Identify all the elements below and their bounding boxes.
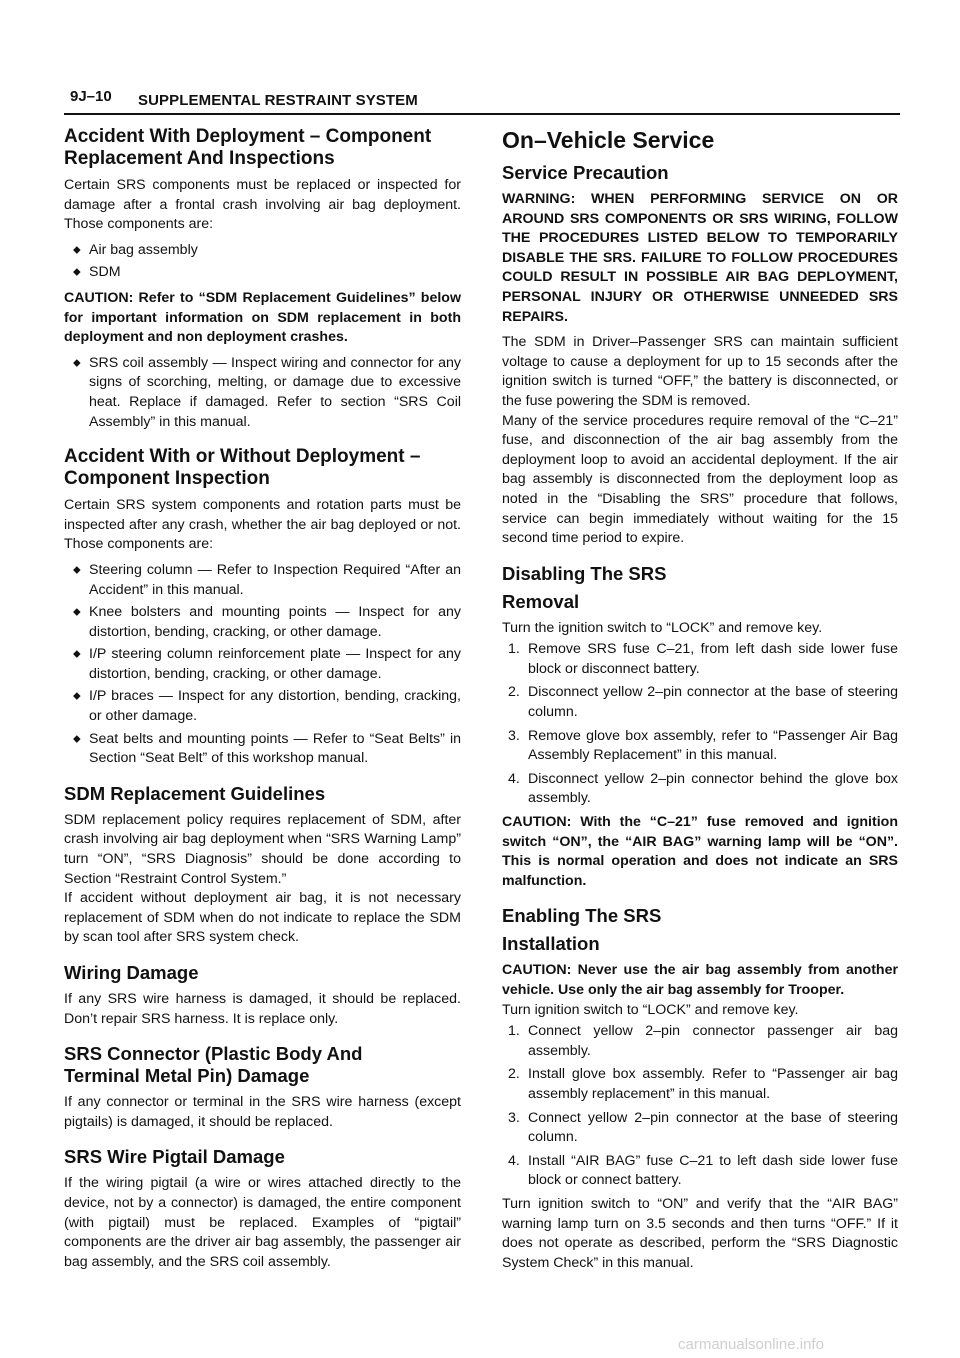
watermark: carmanualsonline.info — [678, 1336, 824, 1353]
paragraph: Turn ignition switch to “LOCK” and remove key. — [502, 1001, 799, 1018]
step-text: Connect yellow 2–pin connector passenger air bag assembly. — [528, 1023, 898, 1059]
step-text: Connect yellow 2–pin connector at the base of steering column. — [528, 1109, 898, 1146]
section-heading-sdm-replacement: SDM Replacement Guidelines — [64, 782, 326, 804]
list-item — [502, 683, 898, 722]
list-item-text: I/P steering column reinforcement plate — Inspect for any distortion, bending, cracking, or other damage. — [89, 646, 461, 682]
list-item-text: SDM — [89, 264, 121, 281]
step-number: 4. — [508, 770, 520, 787]
list-item — [502, 1022, 898, 1061]
section-heading-service-precaution: Service Precaution — [502, 162, 669, 183]
section-heading-pigtail-damage: SRS Wire Pigtail Damage — [64, 1146, 285, 1168]
heading-line: Terminal Metal Pin) Damage — [64, 1065, 310, 1087]
paragraph: If the wiring pigtail (a wire or wires attached directly to the device, not by a connector) is damaged, the entire component (with pigtail) must be replaced. Examples of “pigtail” components are the driver air bag assembly, the passenger air bag assembly, and the SRS coil assembly. — [64, 1175, 461, 1270]
list-item — [64, 263, 461, 283]
list-item — [64, 241, 461, 261]
paragraph: If accident without deployment air bag, it is not necessary replacement of SDM when do not indicate to replace the SDM by scan tool after SRS system check. — [64, 890, 461, 946]
subheading-removal: Removal — [502, 590, 580, 612]
subheading-installation: Installation — [502, 933, 600, 955]
list-item — [502, 770, 898, 809]
heading-line: Accident With or Without Deployment – — [64, 446, 421, 468]
heading-line: Replacement And Inspections — [64, 148, 335, 169]
page-number: 9J–10 — [70, 88, 112, 105]
bullet-list — [64, 561, 461, 769]
bullet-list — [64, 354, 461, 432]
list-item-text: Knee bolsters and mounting points — Inspect for any distortion, bending, cracking, or other damage. — [89, 604, 461, 640]
list-item — [64, 730, 461, 769]
paragraph: If any connector or terminal in the SRS wire harness (except pigtails) is damaged, it should be replaced. — [64, 1094, 461, 1130]
bullet-icon: ⬥ — [73, 648, 81, 661]
section-heading-srs-connector-damage — [64, 1043, 461, 1087]
major-heading-on-vehicle-service: On–Vehicle Service — [502, 127, 715, 153]
bullet-list — [64, 241, 461, 283]
step-number: 3. — [508, 727, 520, 744]
heading-line: Component Inspection — [64, 468, 270, 490]
list-item — [502, 640, 898, 679]
paragraph: Certain SRS system components and rotation parts must be inspected after any crash, whether the air bag deployed or not. Those components are: — [64, 497, 461, 553]
list-item-text: Air bag assembly — [89, 241, 198, 258]
list-item-text: I/P braces — Inspect for any distortion, bending, cracking, or other damage. — [89, 688, 461, 725]
bullet-icon: ⬥ — [73, 243, 81, 256]
section-heading-accident-with-deployment — [64, 126, 461, 170]
step-number: 2. — [508, 1066, 520, 1083]
step-number: 1. — [508, 641, 520, 658]
step-number: 1. — [508, 1023, 520, 1040]
section-heading-disabling-srs: Disabling The SRS — [502, 562, 667, 584]
step-list — [502, 1022, 898, 1191]
list-item — [502, 1065, 898, 1104]
paragraph: SDM replacement policy requires replacement of SDM, after crash involving air bag deployment when “SRS Warning Lamp” turn “ON”, “SRS Diagnosis” should be done according to Section “Restraint Control System.” — [64, 811, 461, 887]
paragraph: Turn the ignition switch to “LOCK” and remove key. — [502, 619, 823, 636]
list-item — [64, 561, 461, 600]
right-column — [502, 126, 898, 1279]
list-item — [502, 1109, 898, 1148]
caution-note: CAUTION: With the “C–21” fuse removed and ignition switch “ON”, the “AIR BAG” warning lamp will be “ON”. This is normal operation and does not indicate an SRS malfunction. — [502, 814, 898, 889]
paragraph: Many of the service procedures require removal of the “C–21” fuse, and disconnection of the air bag assembly from the deployment loop to avoid an accidental deployment. If the air bag assembly is disconnected from the deployment loop as noted in the “Disabling the SRS” procedure that follows, service can begin immediately without waiting for the 15 second time period to expire. — [502, 412, 898, 547]
header-rule — [64, 113, 900, 115]
section-heading-wiring-damage: Wiring Damage — [64, 962, 199, 983]
step-number: 3. — [508, 1109, 520, 1126]
page-title: SUPPLEMENTAL RESTRAINT SYSTEM — [138, 92, 418, 109]
list-item — [64, 603, 461, 642]
list-item — [502, 1152, 898, 1191]
list-item — [64, 645, 461, 684]
heading-line: SRS Connector (Plastic Body And — [64, 1043, 363, 1065]
list-item — [64, 687, 461, 726]
paragraph: Certain SRS components must be replaced or inspected for damage after a frontal crash involving air bag deployment. Those components are: — [64, 177, 461, 233]
warning-note: WARNING: WHEN PERFORMING SERVICE ON OR AROUND SRS COMPONENTS OR SRS WIRING, FOLLOW THE PROCEDURES LISTED BELOW TO TEMPORARILY DISABLE THE SRS. FAILURE TO FOLLOW PROCEDURES COULD RESULT IN POSSIBLE AIR BAG DEPLOYMENT, PERSONAL INJURY OR OTHERWISE UNNEEDED SRS REPAIRS. — [502, 191, 898, 325]
bullet-icon: ⬥ — [73, 266, 81, 279]
bullet-icon: ⬥ — [73, 356, 81, 369]
step-text: Install “AIR BAG” fuse C–21 to left dash side lower fuse block or connect battery. — [528, 1152, 898, 1189]
step-text: Remove SRS fuse C–21, from left dash side lower fuse block or disconnect battery. — [528, 641, 898, 677]
bullet-icon: ⬥ — [73, 732, 81, 745]
bullet-icon: ⬥ — [73, 563, 81, 576]
section-heading-enabling-srs: Enabling The SRS — [502, 905, 662, 927]
step-text: Install glove box assembly. Refer to “Passenger air bag assembly replacement” in this manual. — [528, 1066, 898, 1102]
bullet-icon: ⬥ — [73, 606, 81, 619]
step-number: 4. — [508, 1152, 520, 1169]
list-item-text: Seat belts and mounting points — Refer to “Seat Belts” in Section “Seat Belt” of this workshop manual. — [89, 730, 461, 767]
caution-note: CAUTION: Refer to “SDM Replacement Guidelines” below for important information on SDM replacement in both deployment and non deployment crashes. — [64, 289, 461, 346]
left-column — [64, 126, 461, 1278]
list-item-text: Steering column — Refer to Inspection Required “After an Accident” in this manual. — [89, 561, 461, 598]
page-header — [64, 88, 900, 114]
step-text: Disconnect yellow 2–pin connector behind the glove box assembly. — [528, 770, 898, 807]
caution-note: CAUTION: Never use the air bag assembly from another vehicle. Use only the air bag assembly for Trooper. — [502, 962, 898, 998]
list-item — [502, 727, 898, 766]
paragraph: The SDM in Driver–Passenger SRS can maintain sufficient voltage to cause a deployment for up to 15 seconds after the ignition switch is turned “OFF,” the battery is disconnected, or the fuse powering the SDM is removed. — [502, 334, 898, 409]
paragraph: Turn ignition switch to “ON” and verify that the “AIR BAG” warning lamp turn on 3.5 seconds and then turns “OFF.” If it does not operate as described, perform the “SRS Diagnostic System Check” in this manual. — [502, 1195, 898, 1271]
step-list — [502, 640, 898, 809]
step-text: Remove glove box assembly, refer to “Passenger Air Bag Assembly Replacement” in this manual. — [528, 727, 898, 764]
list-item — [64, 354, 461, 432]
step-number: 2. — [508, 684, 520, 701]
paragraph: If any SRS wire harness is damaged, it should be replaced. Don’t repair SRS harness. It is replace only. — [64, 991, 461, 1027]
heading-line: Accident With Deployment – Component — [64, 126, 432, 147]
step-text: Disconnect yellow 2–pin connector at the base of steering column. — [528, 684, 898, 721]
list-item-text: SRS coil assembly — Inspect wiring and connector for any signs of scorching, melting, or damage due to excessive heat. Replace if damaged. Refer to section “SRS Coil Assembly” in this manual. — [89, 354, 461, 430]
bullet-icon: ⬥ — [73, 690, 81, 703]
section-heading-accident-with-or-without-deployment — [64, 446, 461, 490]
